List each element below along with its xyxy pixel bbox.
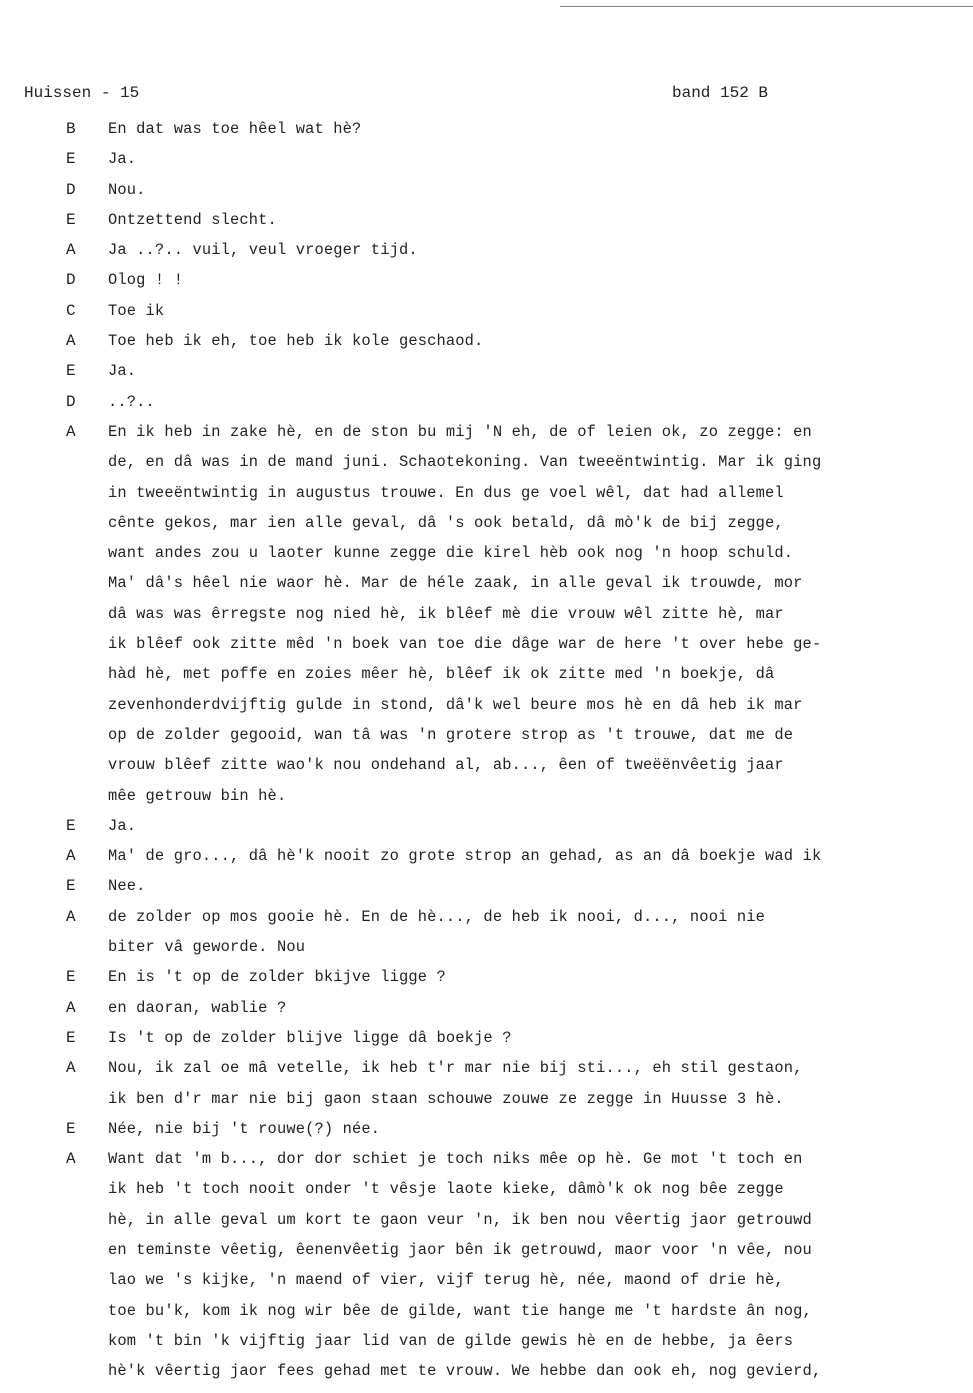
utterance-text: en daoran, wablie ?: [108, 998, 287, 1017]
speaker-label: A: [66, 1059, 76, 1078]
utterance-text: Ma' de gro..., dâ hè'k nooit zo grote strop an gehad, as an dâ boekje wad ik: [108, 847, 822, 866]
speaker-label: B: [66, 120, 76, 138]
speaker-label: A: [66, 422, 76, 441]
speaker-label: E: [66, 1119, 76, 1138]
speaker-label: A: [66, 998, 76, 1017]
speaker-label: E: [66, 877, 76, 896]
utterance-text: Nou.: [108, 180, 146, 199]
utterance-text: En is 't op de zolder bkijve ligge ?: [108, 968, 446, 987]
speaker-label: E: [66, 1028, 76, 1047]
utterance-text: Is 't op de zolder blijve ligge dâ boekje ?: [108, 1028, 512, 1047]
utterance-text: Nou, ik zal oe mâ vetelle, ik heb t'r mar nie bij sti..., eh stil gestaon, ik ben d'r mar nie bij gaon staan schouwe zouwe ze zegge in Huusse 3 hè.: [108, 1059, 803, 1108]
transcript-line: [0, 387, 973, 417]
speaker-label: D: [66, 180, 76, 199]
speaker-label: A: [66, 907, 76, 926]
speaker-label: E: [66, 362, 76, 381]
header-left: Huissen - 15: [24, 84, 140, 102]
utterance-text: Ja.: [108, 150, 137, 169]
utterance-text: En ik heb in zake hè, en de ston bu mij 'N eh, de of leien ok, zo zegge: en de, en dâ was in de mand juni. Schaotekoning. Van tweeëntwintig. Mar ik ging in tweeëntwintig in augustus trouwe. En dus ge voel wêl, dat had allemel cênte gekos, mar ien alle geval, dâ 's ook betald, dâ mò'k de bij zegge, want andes zou u laoter kunne zegge die kirel hèb ook nog 'n hoop schuld. Ma' dâ's hêel nie waor hè. Mar de héle zaak, in alle geval ik trouwde, mor dâ was was êrregste nog nied hè, ik blêef mè die vrouw wêl zitte hè, mar ik blêef ook zitte mêd 'n boek van toe die dâge war de here 't over hebe ge- hàd hè, met poffe en zoies mêer hè, blêef ik ok zitte med 'n boekje, dâ zevenhonderdvijftig gulde in stond, dâ'k wel beure mos hè en dâ heb ik mar op de zolder gegooid, wan tâ was 'n grotere strop as 't trouwe, dat me de vrouw blêef zitte wao'k nou ondehand al, ab..., êen of tweëënvêetig jaar mêe getrouw bin hè.: [108, 422, 822, 805]
transcript-line: [0, 1114, 973, 1144]
transcript-line: [0, 1144, 973, 1386]
transcript-line: [0, 114, 973, 144]
utterance-text: Toe ik: [108, 301, 165, 320]
transcript-body: [0, 114, 973, 1386]
header-right: band 152 B: [672, 84, 769, 102]
transcript-line: [0, 205, 973, 235]
utterance-text: Nee.: [108, 877, 146, 896]
speaker-label: A: [66, 241, 76, 260]
utterance-text: Toe heb ik eh, toe heb ik kole geschaod.: [108, 332, 484, 351]
transcript-line: [0, 356, 973, 386]
speaker-label: D: [66, 271, 76, 290]
utterance-text: Ja.: [108, 362, 137, 381]
transcript-line: [0, 144, 973, 174]
transcript-line: [0, 811, 973, 841]
transcript-line: [0, 175, 973, 205]
transcript-line: [0, 993, 973, 1023]
transcript-line: [0, 841, 973, 871]
transcript-line: [0, 265, 973, 295]
transcript-line: [0, 417, 973, 811]
speaker-label: E: [66, 968, 76, 987]
speaker-label: E: [66, 816, 76, 835]
transcript-line: [0, 871, 973, 901]
utterance-text: Want dat 'm b..., dor dor schiet je toch niks mêe op hè. Ge mot 't toch en ik heb 't toch nooit onder 't vêsje laote kieke, dâmò'k ok nog bêe zegge hè, in alle geval um kort te gaon veur 'n, ik ben nou vêertig jaor getrouwd en teminste vêetig, êenenvêetig jaor bên ik getrouwd, maor voor 'n vêe, nou lao we 's kijke, 'n maend of vier, vijf terug hè, née, maond of drie hè, toe bu'k, kom ik nog wir bêe de gilde, want tie hange me 't hardste ân nog, kom 't bin 'k vijftig jaar lid van de gilde gewis hè en de hebbe, ja êers hè'k vêertig jaor fees gehad met te vrouw. We hebbe dan ook eh, nog gevierd,: [108, 1150, 822, 1381]
utterance-text: Ontzettend slecht.: [108, 210, 277, 229]
utterance-text: Olog ! !: [108, 271, 184, 290]
speaker-label: C: [66, 301, 76, 320]
transcript-line: [0, 1023, 973, 1053]
transcript-line: [0, 326, 973, 356]
speaker-label: E: [66, 210, 76, 229]
speaker-label: D: [66, 392, 76, 411]
utterance-text: ..?..: [108, 392, 155, 411]
page-header: [0, 84, 973, 106]
utterance-text: Ja.: [108, 816, 137, 835]
transcript-line: [0, 296, 973, 326]
utterance-text: Ja ..?.. vuil, veul vroeger tijd.: [108, 241, 418, 260]
speaker-label: E: [66, 150, 76, 169]
speaker-label: A: [66, 1150, 76, 1169]
utterance-text: de zolder op mos gooie hè. En de hè..., de heb ik nooi, d..., nooi nie biter vâ geworde. Nou: [108, 907, 766, 957]
utterance-text: Née, nie bij 't rouwe(?) née.: [108, 1119, 381, 1138]
transcript-line: [0, 1053, 973, 1114]
top-rule: [560, 6, 973, 7]
utterance-text: En dat was toe hêel wat hè?: [108, 120, 362, 138]
speaker-label: A: [66, 847, 76, 866]
speaker-label: A: [66, 332, 76, 351]
transcript-line: [0, 902, 973, 963]
transcript-line: [0, 235, 973, 265]
transcript-line: [0, 962, 973, 992]
